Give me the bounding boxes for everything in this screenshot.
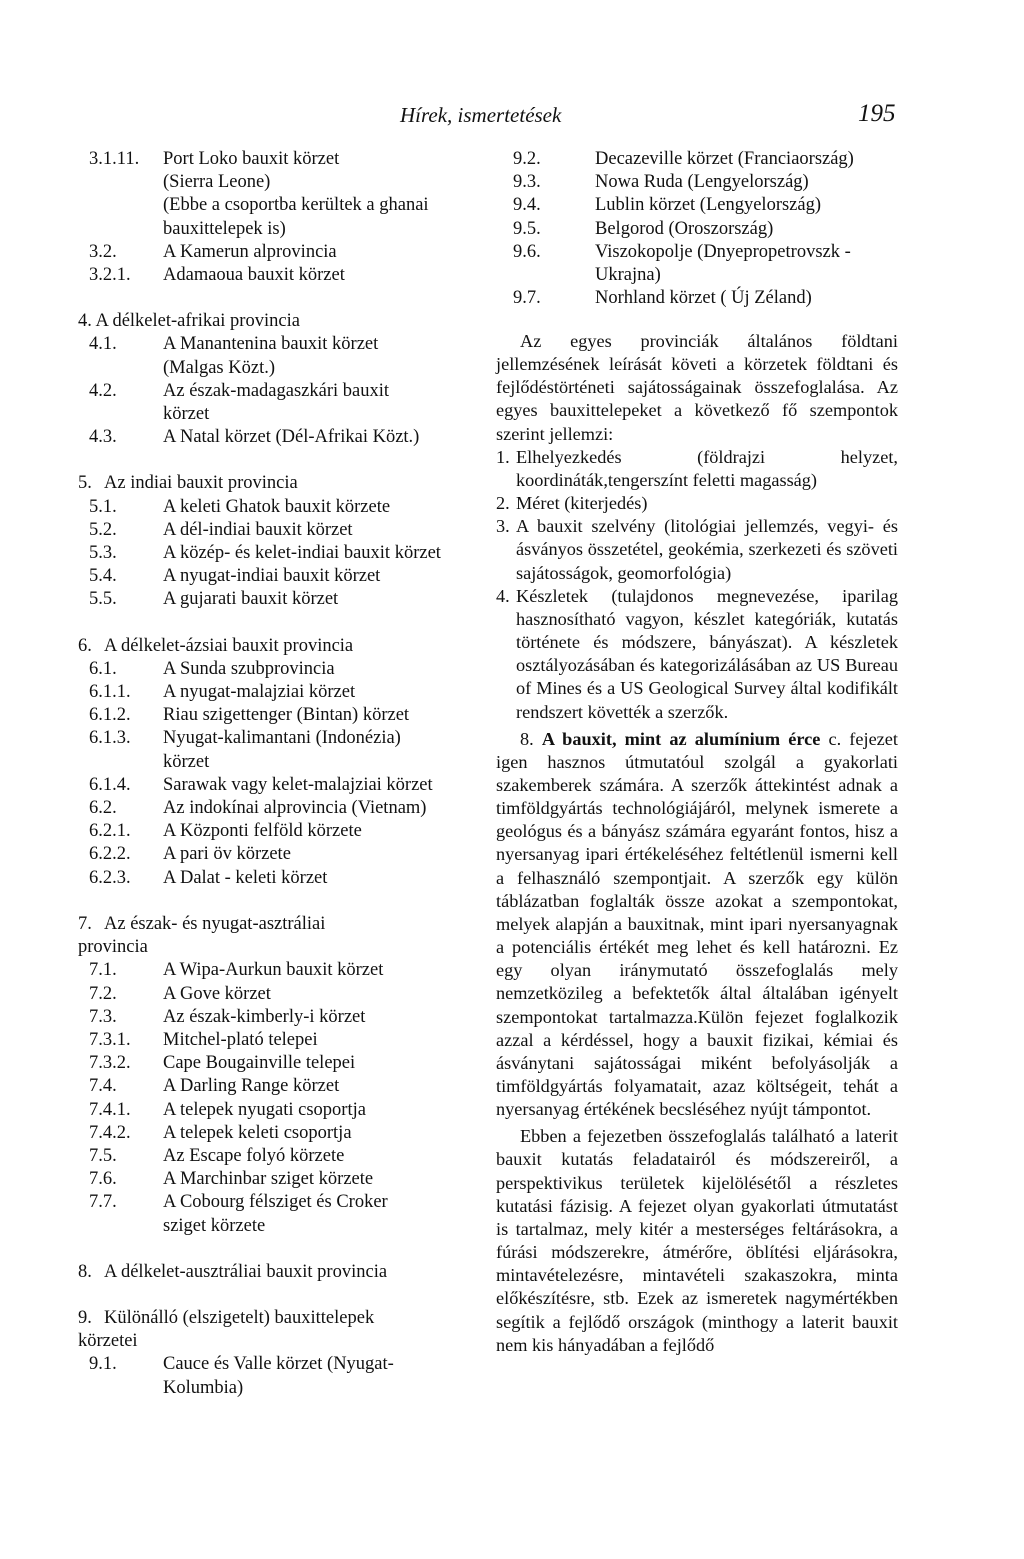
- list-item: Kolumbia): [163, 1377, 244, 1398]
- list-item: 6.1.1. A nyugat-malajziai körzet: [89, 682, 356, 703]
- review-body-text: [496, 330, 898, 1357]
- closing-paragraph: Ebben a fejezetben összefoglalás található a laterit bauxit kutatás feladatairól és módszereiről, a perspektivikus területek kijelölésétől a részletes kutatási fázisig. A fejezet olyan gyakorlati útmutatást is tartalmaz, mely kitér a mesterséges feltárásokra, a fúrási módszerekre, átmérőre, öblítési eljárásokra, mintavételezésre, mintavételi szakaszokra, minta előkészítésre, stb. Ezek az ismeretek nagymértékben segítik a fejlődő országok (minthogy a laterit bauxit nem kis hányadában a fejlődő: [496, 1126, 898, 1355]
- list-item: 5.1. A keleti Ghatok bauxit körzete: [89, 496, 391, 517]
- page-number: 195: [858, 100, 896, 127]
- list-item: 9.4. Lublin körzet (Lengyelország): [513, 195, 822, 216]
- list-item: 6.1.2. Riau szigettenger (Bintan) körzet: [89, 705, 410, 726]
- chapter-8-paragraph: 8. A bauxit, mint az alumínium érce c. fejezet igen hasznos útmutatóul szolgál a gyakorlati szakemberek számára. A szerzők áttekintést adnak a timföldgyártás technológiájáról, melynek ismerete a geológus és a bányász számára egyaránt fontos, hisz a nyersanyag ipari értékeléséhez feltétlenül ismerni kell a felhasználó szempontjait. A szerzők egy külön táblázatban foglalták össze azokat a szempontokat, melyek alapján a bauxitnak, mint ipari nyersanyagnak a potenciális értékét meg lehet és kell határozni. Ez egy olyan iránymutató összefoglalás mely nemzetközileg a befektetők által általában igényelt szempontokat tartalmazza.Külön fejezet foglalkozik azzal a kérdéssel, hogy a bauxit fizikai, kémiai és ásványtani sajátosságai miként befolyásolják a timföldgyártás folyamatait, azaz költségeit, tehát a nyersanyag értékének becsléséhez nyújt támpontot.: [496, 728, 898, 1120]
- list-item: 9.2. Decazeville körzet (Franciaország): [513, 149, 854, 169]
- intro-paragraph: Az egyes provinciák általános földtani jellemzésének leírását követi a körzetek földtani és fejlődéstörténeti sajátosságainak összefoglalása. Az egyes bauxittelepeket a következő fő szempontok szerint jellemzi:: [496, 331, 898, 444]
- list-item: 7.3.1. Mitchel-plató telepei: [89, 1029, 318, 1050]
- section-heading-cont: körzetei: [78, 1331, 138, 1352]
- list-item: 3.2.1. Adamaoua bauxit körzet: [89, 265, 345, 286]
- list-item: 7.2. A Gove körzet: [89, 983, 271, 1004]
- section-heading: 7. Az észak- és nyugat-asztráliai: [78, 913, 326, 934]
- section-heading: 5. Az indiai bauxit provincia: [78, 473, 298, 494]
- list-item: 6.1. A Sunda szubprovincia: [89, 658, 335, 679]
- list-item: sziget körzete: [163, 1215, 266, 1236]
- list-item: 9.6. Viszokopolje (Dnyepropetrovszk -: [513, 241, 851, 262]
- list-item: 7.3.2. Cape Bougainville telepei: [89, 1053, 356, 1074]
- list-item: 9.3. Nowa Ruda (Lengyelország): [513, 172, 809, 193]
- list-item: 4.1. A Manantenina bauxit körzet: [89, 334, 379, 355]
- list-item: (Sierra Leone): [163, 172, 271, 193]
- list-item: körzet: [163, 404, 210, 425]
- list-item: 6.2. Az indokínai alprovincia (Vietnam): [89, 798, 427, 819]
- province-list-right: [513, 148, 933, 310]
- list-item: 7.4. A Darling Range körzet: [89, 1076, 340, 1097]
- list-item: (Ebbe a csoportba kerültek a ghanai: [163, 195, 429, 216]
- list-item: 6.1.3. Nyugat-kalimantani (Indonézia): [89, 728, 401, 749]
- list-item: 3.2. A Kamerun alprovincia: [89, 241, 337, 262]
- list-item: 5.2. A dél-indiai bauxit körzet: [89, 519, 353, 540]
- list-item: Ukrajna): [595, 265, 661, 286]
- section-heading: 6. A délkelet-ázsiai bauxit provincia: [78, 635, 354, 656]
- list-item: 9.7. Norhland körzet ( Új Zéland): [513, 288, 812, 309]
- criteria-item: 3. A bauxit szelvény (litológiai jellemzés, vegyi- és ásványos összetétel, geokémia, szerkezeti és szöveti sajátosságok, geomorfológia): [496, 516, 898, 583]
- list-item: 7.5. Az Escape folyó körzete: [89, 1145, 345, 1166]
- list-item: (Malgas Közt.): [163, 357, 275, 378]
- list-item: 4.3. A Natal körzet (Dél-Afrikai Közt.): [89, 427, 420, 448]
- list-item: 5.4. A nyugat-indiai bauxit körzet: [89, 566, 381, 587]
- section-heading: 4. A délkelet-afrikai provincia: [78, 311, 300, 332]
- list-item: 7.6. A Marchinbar sziget körzete: [89, 1169, 374, 1190]
- list-item: 7.7. A Cobourg félsziget és Croker: [89, 1192, 388, 1213]
- list-item: 5.5. A gujarati bauxit körzet: [89, 589, 339, 610]
- criteria-item: 1. Elhelyezkedés (földrajzi helyzet, koordináták,tengerszínt feletti magasság): [496, 446, 898, 490]
- province-list-left: [70, 148, 490, 1400]
- list-item: 4.2. Az észak-madagaszkári bauxit: [89, 380, 390, 401]
- list-item: 5.3. A közép- és kelet-indiai bauxit körzet: [89, 543, 441, 564]
- criteria-item: 4. Készletek (tulajdonos megnevezése, iparilag hasznosítható vagyon, készlet kategóriák, kutatás története és módszere, bányászat). A készletek osztályozásában és kategorizálásában az US Bureau of Mines és a US Geological Survey által kodifikált rendszert követték a szerzők.: [496, 585, 898, 722]
- list-item: 7.3. Az észak-kimberly-i körzet: [89, 1006, 366, 1027]
- section-heading-cont: provincia: [78, 937, 148, 958]
- list-item: körzet: [163, 751, 210, 772]
- list-item: 6.2.1. A Központi felföld körzete: [89, 821, 362, 842]
- list-item: 3.1.11. Port Loko bauxit körzet: [89, 149, 340, 169]
- list-item: 9.5. Belgorod (Oroszország): [513, 218, 774, 239]
- list-item: bauxittelepek is): [163, 218, 286, 239]
- criteria-item: 2. Méret (kiterjedés): [496, 493, 648, 514]
- chapter-8-title: A bauxit, mint az alumínium érce: [541, 728, 821, 749]
- list-item: 6.2.3. A Dalat - keleti körzet: [89, 867, 328, 888]
- list-item: 7.4.1. A telepek nyugati csoportja: [89, 1099, 366, 1120]
- list-item: 7.4.2. A telepek keleti csoportja: [89, 1122, 352, 1143]
- list-item: 7.1. A Wipa-Aurkun bauxit körzet: [89, 960, 384, 981]
- list-item: 9.1. Cauce és Valle körzet (Nyugat-: [89, 1354, 394, 1375]
- list-item: 6.1.4. Sarawak vagy kelet-malajziai körzet: [89, 774, 433, 795]
- section-heading: 8. A délkelet-ausztráliai bauxit provincia: [78, 1261, 388, 1282]
- section-heading: 9. Különálló (elszigetelt) bauxittelepek: [78, 1307, 375, 1328]
- running-header: Hírek, ismertetések: [400, 103, 562, 127]
- list-item: 6.2.2. A pari öv körzete: [89, 844, 291, 865]
